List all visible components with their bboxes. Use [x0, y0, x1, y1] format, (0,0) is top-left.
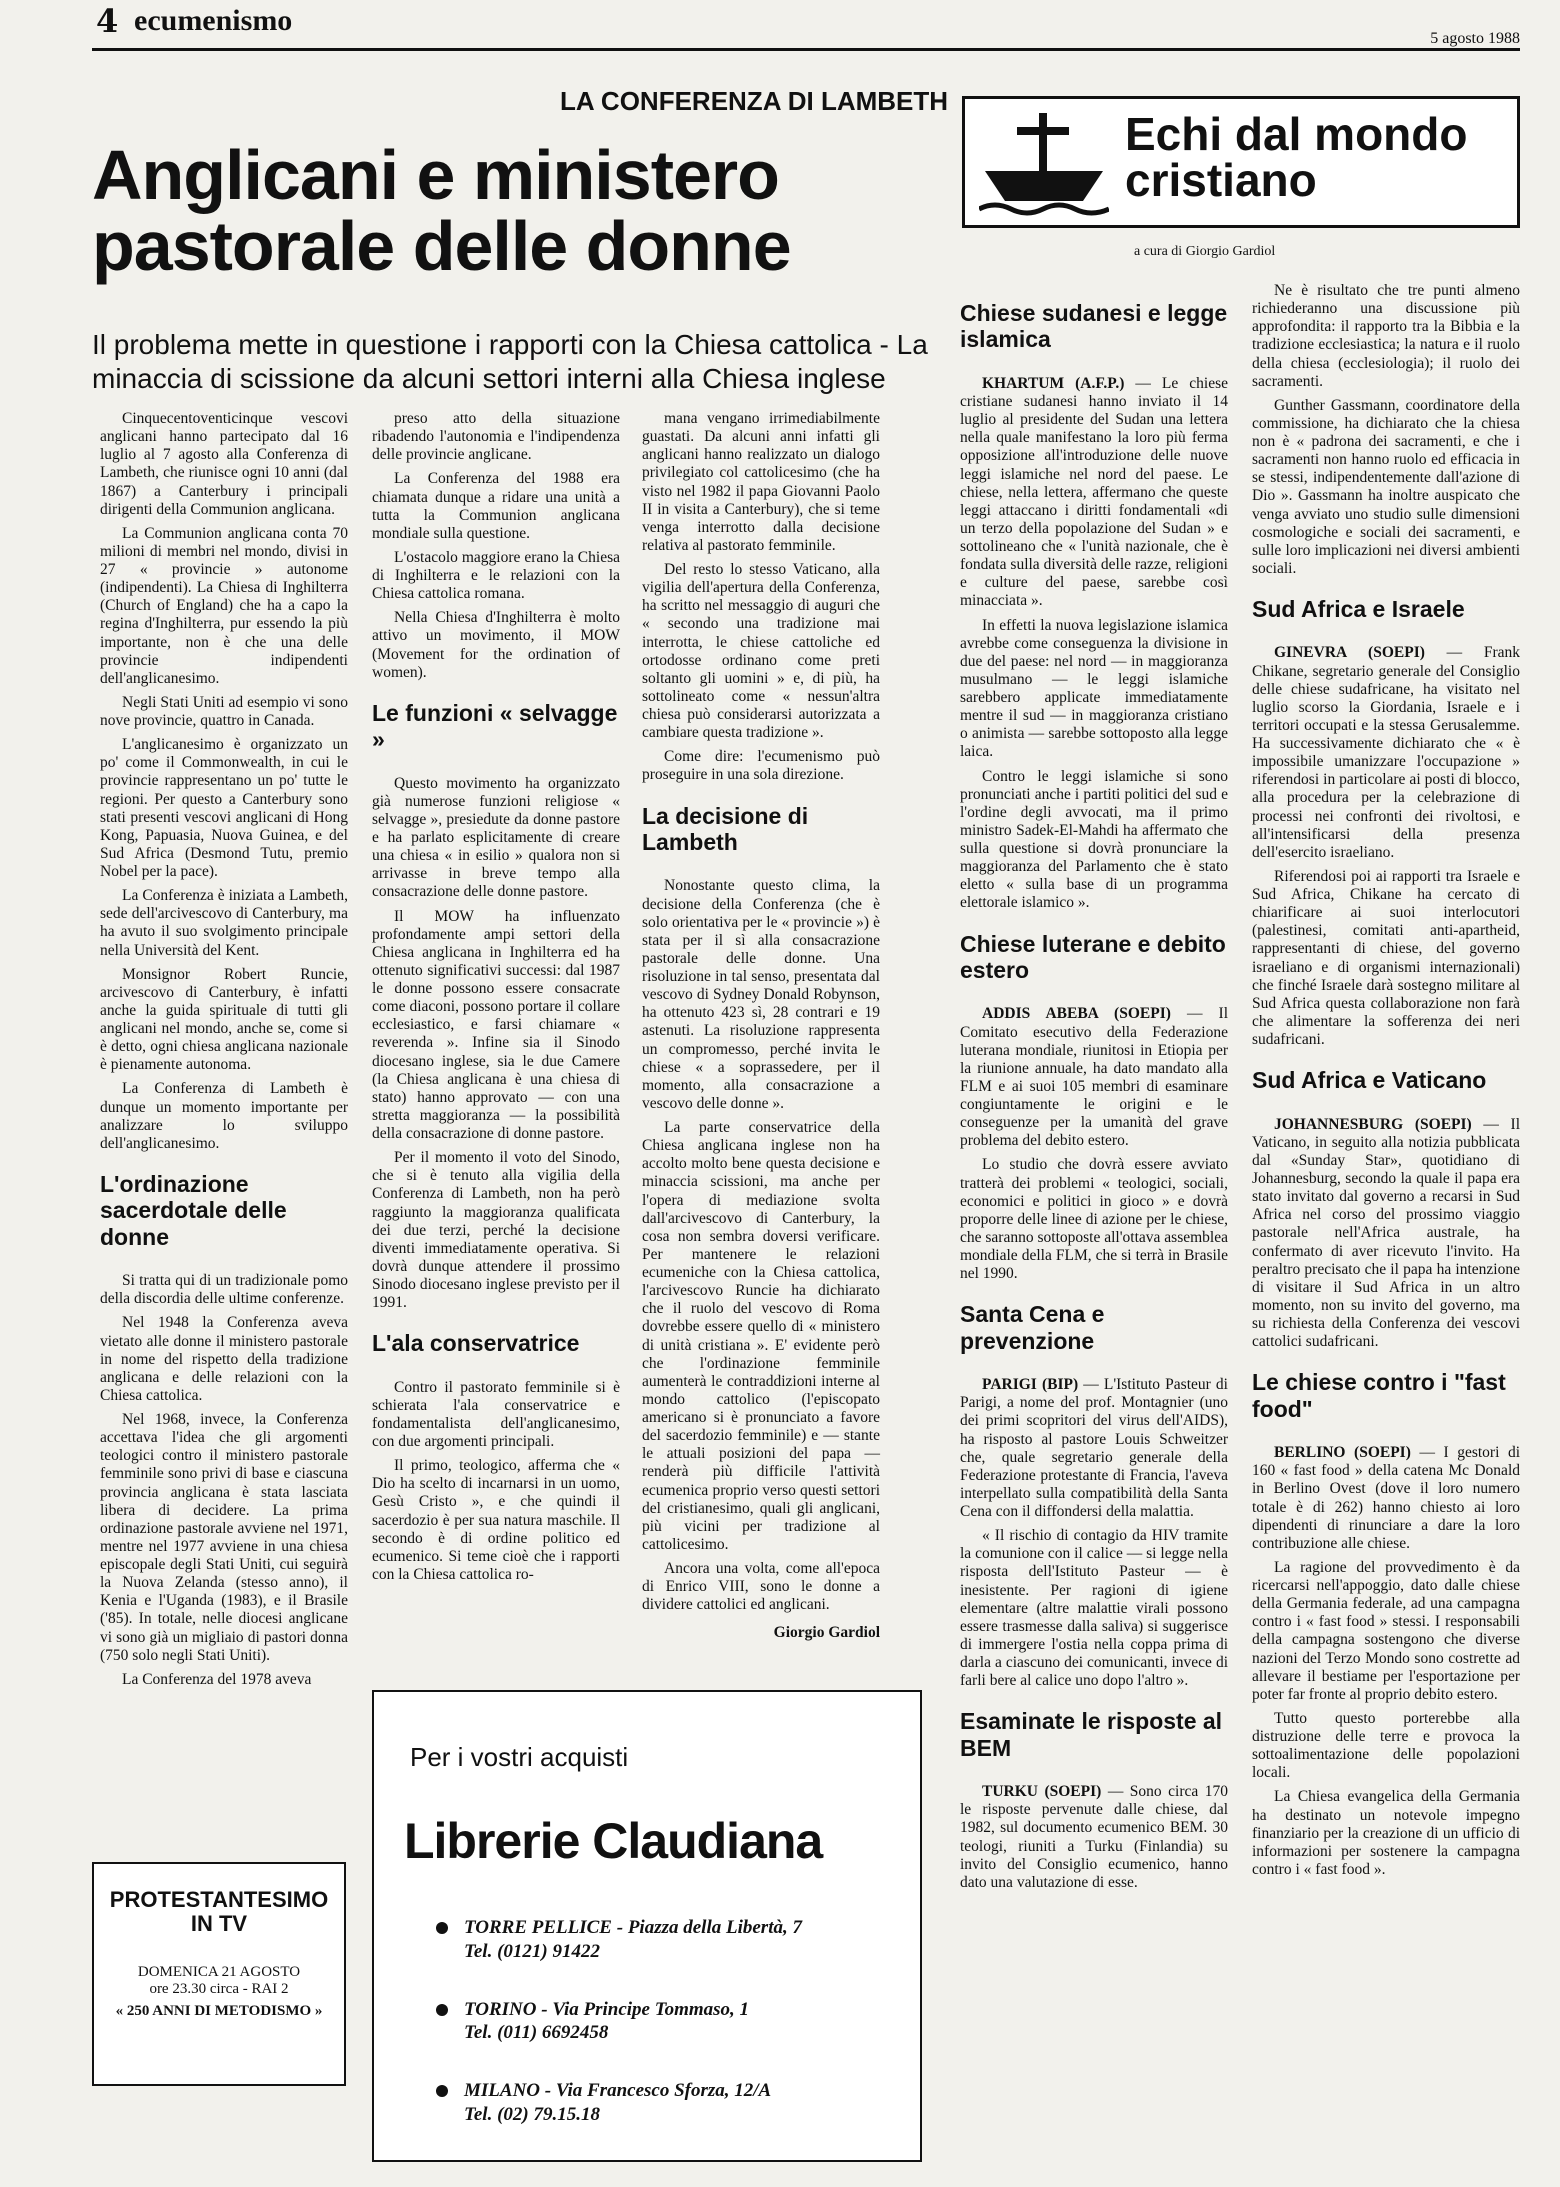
paragraph: Del resto lo stesso Vaticano, alla vigilia dell'apertura della Conferenza, ha scritto nel messaggio di auguri che « secondo una tradizione mai interrotta, le chiese cattoliche ed ortodosse ordinano come preti soltanto gli uomini » e, di più, ha sottolineato come « nessun'altra chiesa può considerarsi autorizzata a cambiare questa tradizione ». [642, 561, 880, 742]
paragraph: Lo studio che dovrà essere avviato tratterà dei problemi « teologici, sociali, economici e politici in gioco » e dovrà proporre delle linee di azione per le chiese, che saranno sottoposte all'ottava assemblea mondiale della FLM, che si terrà in Brasile nel 1990. [960, 1156, 1228, 1283]
paragraph-text: — Il Vaticano, in seguito alla notizia pubblicata dal «Sunday Star», quotidiano di Johannesburg, secondo la quale il papa era stato invitato dal governo a recarsi in Sud Africa nel corso del prossimo viaggio pastorale nell'Africa australe, ha confermato di aver ricevuto l'invito. Ha peraltro precisato che il papa ha intenzione di visitare il Sud Africa in un altro momento, non su invito del governo, ma su richiesta della Conferenza dei vescovi cattolici sudafricani. [1252, 1115, 1521, 1351]
article-signature: Giorgio Gardiol [773, 1624, 880, 1642]
dateline: PARIGI (BIP) [982, 1376, 1079, 1394]
section-heading-luterane: Chiese luterane e debito estero [960, 930, 1226, 983]
paragraph: preso atto della situazione ribadendo l'autonomia e l'indipendenza delle provincie anglicane. [372, 410, 620, 464]
paragraph: Ancora una volta, come all'epoca di Enrico VIII, sono le donne a dividere cattolici ed anglicani. [642, 1560, 880, 1614]
store-entry: TORRE PELLICE - Piazza della Libertà, 7 Tel. (0121) 91422 [436, 1916, 906, 1964]
section-heading-santa-cena: Santa Cena e prevenzione [960, 1301, 1105, 1354]
tv-ad-title: PROTESTANTESIMO IN TV [109, 1887, 329, 1937]
section-name: ecumenismo [134, 4, 293, 37]
echi-header-box [962, 96, 1520, 228]
tv-ad-date: DOMENICA 21 AGOSTO [137, 1964, 301, 1980]
paragraph: Negli Stati Uniti ad esempio vi sono nove provincie, quattro in Canada. [100, 693, 348, 729]
paragraph: Gunther Gassmann, coordinatore della commissione, ha dichiarato che la chiesa non è « padrona dei sacramenti, e che i sacramenti non hanno ruolo ed efficacia in se stessi, indipendentemente dall'azione di Dio ». Gassmann ha inoltre auspicato che venga avviato uno studio sulle dimensioni cosmologiche e sociali dei sacramenti, e sulle loro implicazioni nei diversi ambienti sociali. [1252, 396, 1520, 577]
store-address: Via Francesco Sforza, 12/A [555, 2080, 772, 2101]
masthead-rule [92, 48, 1520, 51]
article-kicker: LA CONFERENZA DI LAMBETH [560, 86, 949, 116]
paragraph: Nella Chiesa d'Inghilterra è molto attivo un movimento, il MOW (Movement for the ordination of women). [372, 609, 620, 681]
paragraph-text: — Le chiese cristiane sudanesi hanno inviato il 14 luglio al presidente del Sudan una lettera nella quale manifestano la loro più ferma opposizione all'introduzione delle nuove leggi islamiche nel nord del paese. Le chiese, nella lettera, affermano che queste leggi attaccano i diritti fondamentali «di un terzo della popolazione del Sudan » e sottolineano che « l'unità nazionale, che è fondata sulla diversità delle razze, religioni e culture del paese, sarebbe così minacciata ». [960, 374, 1228, 610]
paragraph-text: — Frank Chikane, segretario generale del Consiglio delle chiese sudafricane, ha visitato nel luglio scorso la Giordania, Israele e i territori occupati e la stessa Gerusalemme. Ha successivamente dichiarato che « è impossibile umanizzare l'occupazione » riferendosi in particolare ai posti di blocco, alla procedura per la celebrazione di processi nei confronti dei rivoltosi, e all'intensificarsi della presenza dell'esercito israeliano. [1252, 644, 1521, 861]
store-address: Piazza della Libertà, 7 [627, 1917, 802, 1938]
paragraph-text: — I gestori di 160 « fast food » della catena Mc Donald in Berlino Ovest (dove il loro numero totale è di 262) hanno chiesto ai loro dipendenti di rinunciare a dare la loro contribuzione alle chiese. [1252, 1444, 1521, 1552]
section-heading-sudafrica-vaticano: Sud Africa e Vaticano [1252, 1067, 1487, 1094]
paragraph: Contro il pastorato femminile si è schierata l'ala conservatrice e fondamentalista dell'anglicanesimo, con due argomenti principali. [372, 1378, 620, 1451]
paragraph-text: — Il Comitato esecutivo della Federazione luterana mondiale, riunitosi in Etiopia per la riunione annuale, ha dato mandato alla FLM e ai suoi 105 membri di esaminare congiuntamente le origini e le conseguenze per la umanità del grave problema del debito estero. [960, 1005, 1229, 1150]
paragraph: L'anglicanesimo è organizzato un po' come il Commonwealth, in cui le provincie rappresentano un po' tutte le regioni. Per questo a Canterbury sono stati presenti vescovi anglicani di Hong Kong, Papuasia, Nuova Guinea, e del Sud Africa (Desmond Tutu, premio Nobel per la pace). [100, 736, 348, 880]
paragraph: L'ostacolo maggiore erano la Chiesa di Inghilterra e le relazioni con la Chiesa cattolica romana. [372, 548, 620, 603]
dateline: JOHANNESBURG (SOEPI) [1274, 1115, 1472, 1133]
article-headline: Anglicani e ministero pastorale delle donne [92, 136, 791, 286]
paragraph [960, 1005, 1228, 1150]
paragraph: Cinquecentoventicinque vescovi anglicani hanno partecipato dal 16 luglio al 7 agosto alla Conferenza di Lambeth, che riunisce ogni 10 anni (dal 1867) a Canterbury i principali dirigenti della Communion anglicana. [100, 410, 348, 518]
paragraph: Per il momento il voto del Sinodo, che si è tenuto alla vigilia della Conferenza di Lambeth, non ha però raggiunto la maggioranza qualificata dei due terzi, perché la decisione diventi immediatamente operativa. Si dovrà dunque attendere il prossimo Sinodo diocesano inglese previsto per il 1991. [372, 1149, 620, 1312]
paragraph: La ragione del provvedimento è da ricercarsi nell'appoggio, dato dalle chiese della Germania federale, ad una campagna contro i « fast food » stessi. I responsabili della campagna sostengono che diverse nazioni del Terzo Mondo sono costrette ad allevare il bestiame per l'esportazione per poter far fronte al proprio debito estero. [1252, 1558, 1520, 1703]
paragraph: Contro le leggi islamiche si sono pronunciati anche i partiti politici del sud e l'ordine degli avvocati, ma il primo ministro Sadek-El-Mahdi ha affermato che sulla questione si dovrà pronunciare la maggioranza del Parlamento che è stato eletto « sulla base di un programma elettorale islamico ». [960, 767, 1228, 912]
subhead-decisione: La decisione di Lambeth [642, 802, 809, 855]
subhead-ordinazione: L'ordinazione sacerdotale delle donne [100, 1170, 287, 1250]
paragraph: Riferendosi poi ai rapporti tra Israele e Sud Africa, Chikane ha cercato di chiarificare ai suoi interlocutori (palestinesi, comitati anti-apartheid, rappresentanti di chiese, del governo israeliano e di organismi internazionali) che finché Israele darà sostegno militare al Sud Africa questa collaborazione non farà che alimentare la sofferenza dei neri sudafricani. [1252, 867, 1520, 1049]
bullet-icon [436, 1922, 448, 1934]
article-column-2 [372, 410, 620, 1590]
paragraph: La Conferenza di Lambeth è dunque un momento importante per analizzare lo sviluppo dell'anglicanesimo. [100, 1080, 348, 1152]
store-entry: TORINO - Via Principe Tommaso, 1 Tel. (011) 6692458 [436, 1998, 906, 2046]
paragraph: « Il rischio di contagio da HIV tramite la comunione con il calice — si legge nella risposta dell'Istituto Pasteur — è inesistente. Per ragioni di igiene elementare (altre malattie virali possono essere trasmesse dalla saliva) si suggerisce di immergere l'ostia nella coppa prima di darla a ciascuno dei comunicanti, invece di farli bere al calice uno dopo l'altro ». [960, 1527, 1228, 1690]
paragraph [960, 1376, 1228, 1521]
section-heading-fast-food: Le chiese contro i "fast food" [1252, 1369, 1506, 1422]
article-column-3 [642, 410, 880, 1649]
page-number: 4 [96, 2, 119, 40]
article-column-1 [100, 410, 348, 1695]
dateline: KHARTUM (A.F.P.) [982, 374, 1125, 392]
paragraph: Questo movimento ha organizzato già numerose funzioni religiose « selvagge », presiedute da donne pastore e ha parlato esplicitamente di creare una chiesa « in esilio » qualora non si arrivasse in breve tempo alla consacrazione delle donne pastore. [372, 774, 620, 901]
paragraph: Il MOW ha influenzato profondamente ampi settori della Chiesa anglicana in Inghilterra ed ha ottenuto significativi successi: dal 1987 le donne possono essere consacrate come diaconi, possono portare il collare ecclesiastico, e farsi chiamare « reverenda ». Infine sia il Sinodo diocesano inglese, sia le due Camere (la Chiesa anglicana è una chiesa di stato) hanno approvato — con una stretta maggioranza — la possibilità della consacrazione di donne pastore. [372, 907, 620, 1142]
paragraph: La Communion anglicana conta 70 milioni di membri nel mondo, divisi in 27 « provincie » autonome (indipendenti). La Chiesa di Inghilterra (Church of England) che ha a capo la regina d'Inghilterra, pur essendo la più importante, non è che una delle provincie indipendenti dell'anglicanesimo. [100, 524, 348, 687]
store-address: Via Principe Tommaso, 1 [552, 1998, 750, 2020]
cross-boat-icon [979, 109, 1109, 219]
subhead-ala-conservatrice: L'ala conservatrice [372, 1330, 580, 1357]
dateline: BERLINO (SOEPI) [1274, 1444, 1411, 1462]
paragraph [1252, 1444, 1520, 1553]
store-entry: MILANO - Via Francesco Sforza, 12/A Tel. (02) 79.15.18 [436, 2079, 906, 2127]
echi-column-2 [1252, 282, 1520, 1885]
store-phone: Tel. (02) 79.15.18 [464, 2103, 600, 2125]
section-heading-sudafrica-israele: Sud Africa e Israele [1252, 596, 1465, 622]
store-phone: Tel. (0121) 91422 [464, 1940, 600, 1962]
paragraph: Nonostante questo clima, la decisione della Conferenza (che è solo orientativa per le « provincie ») è stata per il sì alla consacrazione pastorale delle donne. Una risoluzione in tal senso, presentata dal vescovo di Sydney Donald Robynson, ha ottenuto 423 sì, 28 contrari e 19 astenuti. La risoluzione rappresenta un compromesso, perché invita le chiese « a soprassedere, per il momento, alla consacrazione a vescovo delle donne ». [642, 877, 880, 1112]
paragraph: La parte conservatrice della Chiesa anglicana inglese non ha accolto molto bene questa decisione e minaccia scissioni, ma anche per l'opera di mediazione svolta dall'arcivescovo di Canterbury, la cosa non sembra doversi verificare. Per mantenere le relazioni ecumeniche con la Chiesa cattolica, l'arcivescovo Runcie ha dichiarato che il ruolo del vescovo di Roma dovrebbe essere quello di « ministero di unità cristiana ». E' evidente però che l'ordinazione femminile aumenterà le contraddizioni interne al mondo cattolico (l'episcopato americano si è pronunciato a favore del sacerdozio femminile) e — stante le attuali posizioni del papa — renderà più difficile l'attività ecumenica proprio verso questi settori del cristianesimo, quali gli anglicani, più vicini per tradizione al cattolicesimo. [642, 1119, 880, 1553]
paragraph: Tutto questo porterebbe alla distruzione delle terre e provoca la sottoalimentazione delle popolazioni locali. [1252, 1709, 1520, 1782]
issue-date: 5 agosto 1988 [1430, 30, 1520, 47]
paragraph-text: — Sono circa 170 le risposte pervenute dalle chiese, dal 1982, sul documento ecumenico BEM. 30 teologi, riuniti a Turku (Finlandia) su invito del Consiglio ecumenico, hanno dato una valutazione di esse. [960, 1783, 1229, 1891]
store-city: TORRE PELLICE [464, 1917, 612, 1938]
store-city: MILANO [464, 2080, 541, 2101]
paragraph [960, 1783, 1228, 1892]
echi-curator: a cura di Giorgio Gardiol [1134, 244, 1276, 259]
bullet-icon [436, 2004, 448, 2016]
paragraph: Il primo, teologico, afferma che « Dio ha scelto di incarnarsi in un uomo, Gesù Cristo », e che quindi il sacerdozio è per sua natura maschile. Il secondo è di ordine politico ed ecumenico. Si teme cioè che i rapporti con la Chiesa cattolica ro- [372, 1457, 620, 1583]
dateline: TURKU (SOEPI) [982, 1783, 1102, 1801]
paragraph: Nel 1968, invece, la Conferenza accettava l'idea che gli argomenti teologici contro il ministero pastorale femminile sono privi di base e ciascuna provincia anglicana è stata lasciata libera di decidere. La prima ordinazione pastorale avviene nel 1971, mentre nel 1977 avviene in una chiesa episcopale degli Stati Uniti, cui seguirà la Nuova Zelanda (stesso anno), il Kenia e l'Uganda (1983), e il Brasile ('85). In totale, nelle diocesi anglicane vi sono già un migliaio di pastori donna (750 solo negli Stati Uniti). [100, 1411, 348, 1664]
paragraph: Come dire: l'ecumenismo può proseguire in una sola direzione. [642, 748, 880, 784]
paragraph: Ne è risultato che tre punti almeno richiederanno una discussione più approfondita: il rapporto tra la Bibbia e la tradizione ecclesiastica; la natura e il ruolo della chiesa (ecclesiologia); il ruolo dei sacramenti. [1252, 282, 1520, 390]
tv-ad-program: « 250 ANNI DI METODISMO » [115, 2002, 323, 2019]
paragraph: In effetti la nuova legislazione islamica avrebbe come conseguenza la divisione in due del paese: nel nord — in maggioranza musulmano — le leggi islamiche sarebbero applicate immediatamente mentre il sud — in maggioranza cristiano o animista — sarebbe sottoposto alla legge laica. [960, 616, 1228, 761]
paragraph: Nel 1948 la Conferenza aveva vietato alle donne il ministero pastorale in nome del rispetto della tradizione anglicana e delle relazioni con la Chiesa cattolica. [100, 1314, 348, 1404]
paragraph: Si tratta qui di un tradizionale pomo della discordia delle ultime conferenze. [100, 1272, 348, 1308]
tv-ad [92, 1862, 346, 2086]
article-subtitle: Il problema mette in questione i rapporti con la Chiesa cattolica - La minaccia di scissione da alcuni settori interni alla Chiesa inglese [92, 329, 928, 394]
paragraph: La Conferenza è iniziata a Lambeth, sede dell'arcivescovo di Canterbury, ma ha avuto il suo svolgimento principale nella Università del Kent. [100, 887, 348, 959]
paragraph: Monsignor Robert Runcie, arcivescovo di Canterbury, è infatti anche la guida spirituale di tutti gli anglicani nel mondo, anche se, come si è detto, ogni chiesa anglicana nazionale è pienamente autonoma. [100, 965, 348, 1074]
dateline: ADDIS ABEBA (SOEPI) [982, 1005, 1171, 1023]
paragraph: La Conferenza del 1988 era chiamata dunque a ridare una unità a tutta la Communion anglicana mondiale sulla questione. [372, 470, 620, 542]
paragraph [1252, 1116, 1520, 1352]
ad-intro: Per i vostri acquisti [410, 1742, 629, 1772]
store-list [436, 1916, 906, 2161]
echi-column-1 [960, 282, 1228, 1898]
ad-store-name: Librerie Claudiana [404, 1813, 823, 1869]
paragraph: mana vengano irrimediabilmente guastati. Da alcuni anni infatti gli anglicani hanno realizzato un dialogo privilegiato col cattolicesimo (che ha visto nel 1982 il papa Giovanni Paolo II in visita a Canterbury), che si teme venga interrotto dalla decisione relativa al pastorato femminile. [642, 410, 880, 554]
tv-ad-time: ore 23.30 circa - RAI 2 [149, 1981, 289, 1998]
claudiana-ad [372, 1690, 922, 2162]
paragraph [960, 375, 1228, 611]
echi-title: Echi dal mondo cristiano [1125, 108, 1468, 206]
store-phone: Tel. (011) 6692458 [464, 2022, 609, 2044]
bullet-icon [436, 2085, 448, 2097]
paragraph: La Conferenza del 1978 aveva [122, 1670, 312, 1688]
paragraph [1252, 644, 1520, 862]
paragraph-text: — L'Istituto Pasteur di Parigi, a nome del prof. Montagnier (uno dei primi scopritori del virus dell'AIDS), ha risposto al pastore Louis Schweitzer che, quale segretario generale della Federazione protestante di Francia, l'aveva interpellato sulla compatibilità della Santa Cena con il diffondersi della malattia. [960, 1376, 1228, 1520]
store-city: TORINO [464, 1998, 537, 2020]
paragraph: La Chiesa evangelica della Germania ha destinato un notevole impegno finanziario per la creazione di un ufficio di informazioni per sostenere la campagna contro i « fast food ». [1252, 1788, 1520, 1878]
section-heading-bem: Esaminate le risposte al BEM [960, 1708, 1223, 1761]
subhead-funzioni: Le funzioni « selvagge » [372, 699, 618, 753]
section-heading-sudan: Chiese sudanesi e legge islamica [960, 300, 1228, 353]
dateline: GINEVRA (SOEPI) [1274, 644, 1425, 662]
